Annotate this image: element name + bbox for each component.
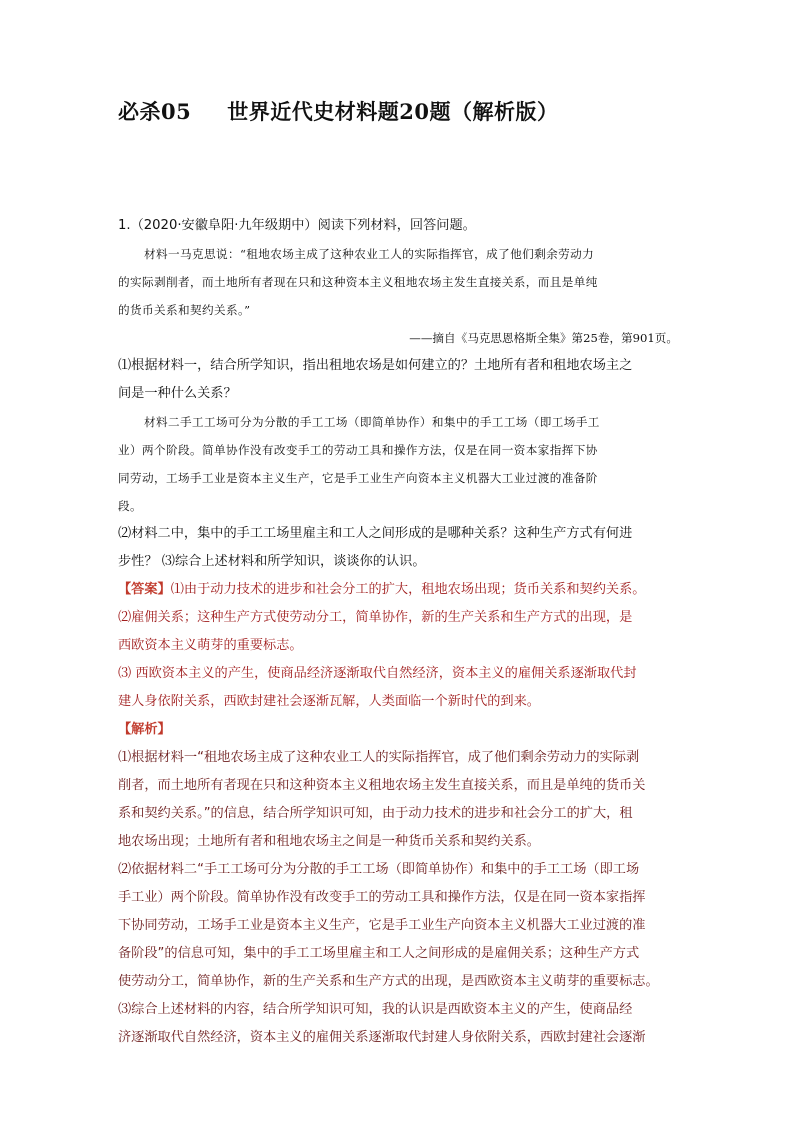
- answer-one: ⑴由于动力技术的进步和社会分工的扩大，租地农场出现；货币关系和契约关系。: [170, 582, 646, 597]
- answer-three-line: 建人身依附关系，西欧封建社会逐渐瓦解，人类面临一个新时代的到来。: [118, 694, 540, 709]
- material-one-line: 材料一马克思说：“租地农场主成了这种农业工人的实际指挥官，成了他们剩余劳动力: [144, 247, 595, 261]
- analysis-two-line: 使劳动分工，简单协作，新的生产关系和生产方式的出现，是西欧资本主义萌芽的重要标志。: [118, 974, 659, 989]
- analysis-one-line: 削者，而土地所有者现在只和这种资本主义租地农场主发生直接关系，而且是单纯的货币关: [118, 778, 646, 793]
- answer-two-line: 西欧资本主义萌芽的重要标志。: [118, 638, 303, 653]
- question-one-line: ⑴根据材料一，结合所学知识，指出租地农场是如何建立的？土地所有者和租地农场主之: [118, 358, 633, 373]
- material-one-source: ——摘自《马克思恩格斯全集》第25卷，第901页。: [409, 331, 678, 345]
- question-intro: 1.（2020·安徽阜阳·九年级期中）阅读下列材料，回答问题。: [118, 218, 476, 233]
- answer-three-line: ⑶ 西欧资本主义的产生，使商品经济逐渐取代自然经济，资本主义的雇佣关系逐渐取代封: [118, 666, 637, 681]
- title-main: 世界近代史材料题20题（解析版）: [227, 99, 559, 124]
- analysis-two-line: ⑵依据材料二“手工工场可分为分散的手工工场（即简单协作）和集中的手工工场（即工场: [118, 862, 640, 877]
- material-one-line: 的货币关系和契约关系。”: [118, 303, 251, 317]
- analysis-two-line: 下协同劳动，工场手工业是资本主义生产，它是手工业生产向资本主义机器大工业过渡的准: [118, 918, 646, 933]
- question-two-line: 步性？ ⑶综合上述材料和所学知识，谈谈你的认识。: [118, 554, 426, 569]
- analysis-tag: 【解析】: [118, 722, 171, 737]
- material-two-line: 业）两个阶段。简单协作没有改变手工的劳动工具和操作方法，仅是在同一资本家指挥下协: [118, 443, 598, 457]
- analysis-three-line: 济逐渐取代自然经济，资本主义的雇佣关系逐渐取代封建人身依附关系，西欧封建社会逐渐: [118, 1030, 646, 1045]
- material-two-line: 段。: [118, 499, 142, 513]
- analysis-two-line: 备阶段”的信息可知，集中的手工工场里雇主和工人之间形成的是雇佣关系；这种生产方式: [118, 946, 640, 961]
- question-one-line: 间是一种什么关系？: [118, 386, 237, 401]
- answer-two-line: ⑵雇佣关系；这种生产方式使劳动分工，简单协作，新的生产关系和生产方式的出现，是: [118, 610, 633, 625]
- analysis-one-line: 地农场出现；土地所有者和租地农场主之间是一种货币关系和契约关系。: [118, 834, 540, 849]
- answer-tag: 【答案】: [118, 582, 171, 597]
- page-title: [118, 96, 558, 126]
- analysis-three-line: ⑶综合上述材料的内容，结合所学知识可知，我的认识是西欧资本主义的产生，使商品经: [118, 1002, 633, 1017]
- analysis-one-line: 系和契约关系。”的信息，结合所学知识可知，由于动力技术的进步和社会分工的扩大，租: [118, 806, 633, 821]
- title-code: 必杀05: [118, 99, 192, 124]
- analysis-two-line: 手工业）两个阶段。简单协作没有改变手工的劳动工具和操作方法，仅是在同一资本家指挥: [118, 890, 646, 905]
- material-two-line: 同劳动，工场手工业是资本主义生产，它是手工业生产向资本主义机器大工业过渡的准备阶: [118, 471, 598, 485]
- question-block: [118, 212, 678, 1052]
- answer-line: [118, 576, 678, 604]
- analysis-one-line: ⑴根据材料一“租地农场主成了这种农业工人的实际指挥官，成了他们剩余劳动力的实际剥: [118, 750, 640, 765]
- material-one-line: 的实际剥削者，而土地所有者现在只和这种资本主义租地农场主发生直接关系，而且是单纯: [118, 275, 598, 289]
- material-two-line: 材料二手工工场可分为分散的手工工场（即简单协作）和集中的手工工场（即工场手工: [144, 415, 600, 429]
- question-two-line: ⑵材料二中，集中的手工工场里雇主和工人之间形成的是哪种关系？这种生产方式有何进: [118, 526, 633, 541]
